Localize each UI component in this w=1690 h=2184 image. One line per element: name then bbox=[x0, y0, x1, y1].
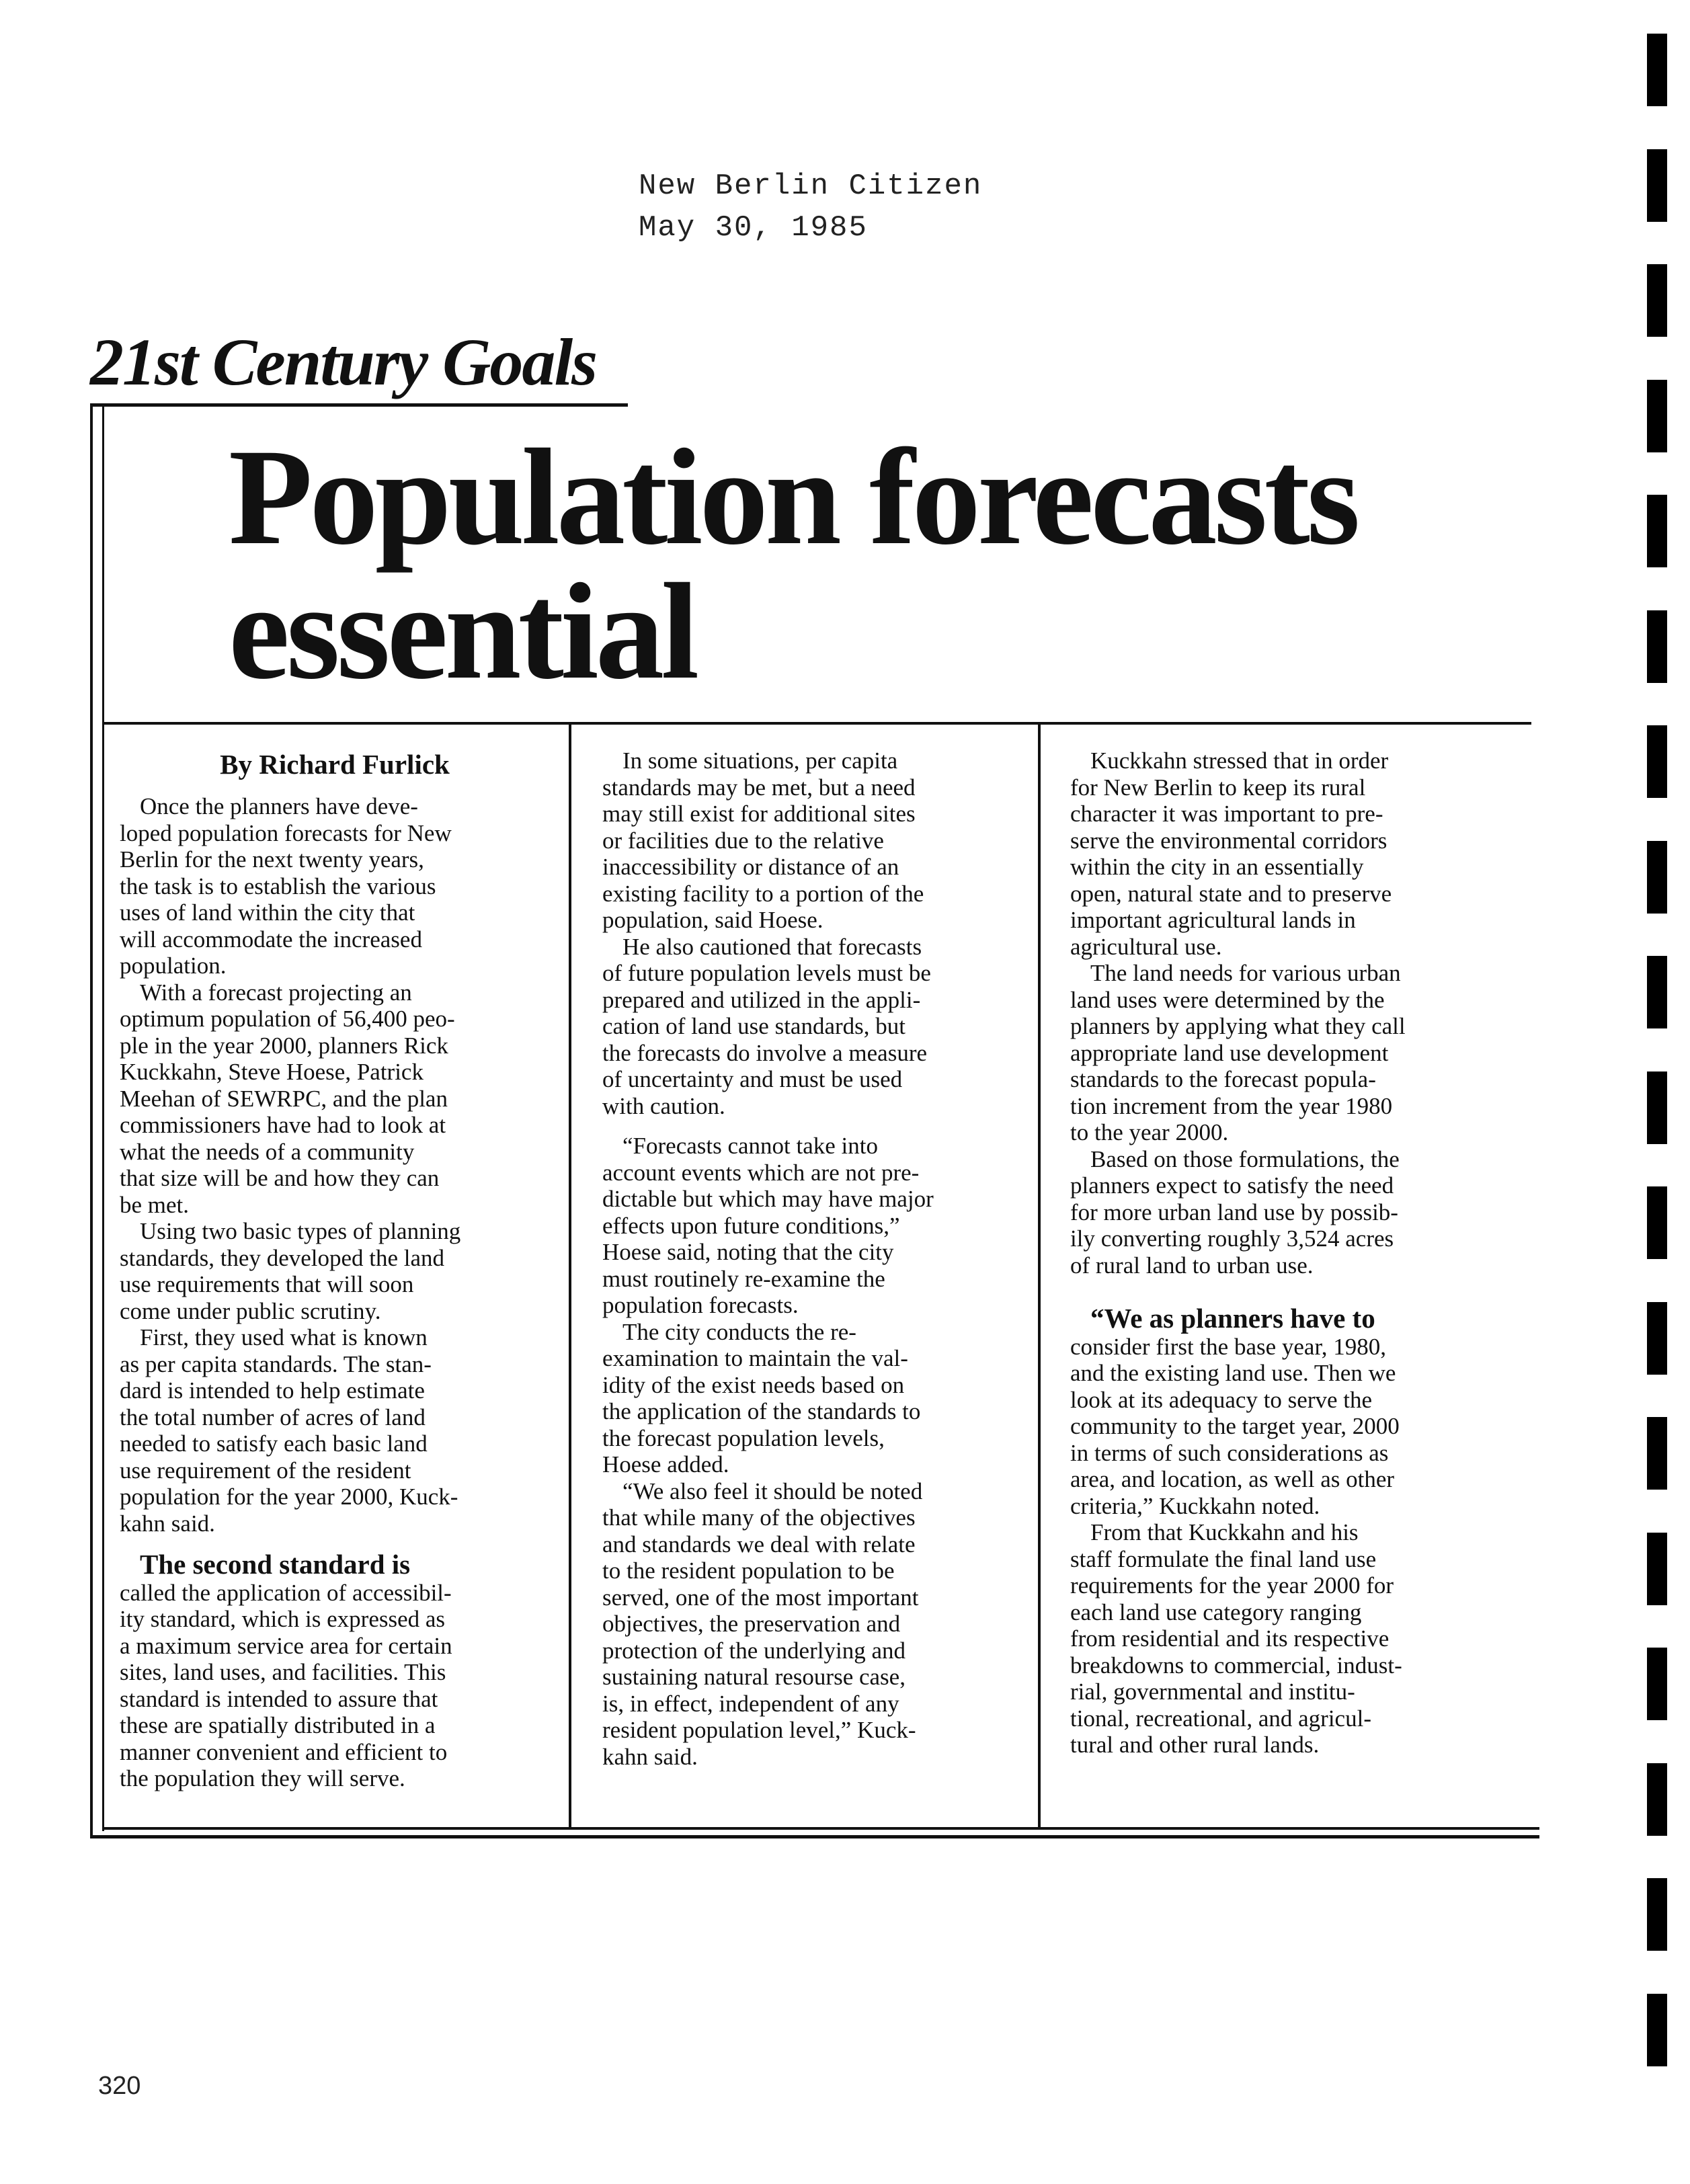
paragraph bbox=[1070, 1519, 1514, 1758]
text-line: population, said Hoese. bbox=[602, 907, 823, 933]
paragraph bbox=[602, 1478, 1019, 1771]
text-line: these are spatially distributed in a bbox=[120, 1712, 436, 1738]
binding-mark bbox=[1647, 1648, 1667, 1720]
text-line: kahn said. bbox=[602, 1743, 698, 1770]
text-line: of future population levels must be bbox=[602, 960, 931, 986]
paragraph bbox=[602, 934, 1019, 1120]
text-line: appropriate land use development bbox=[1070, 1039, 1389, 1066]
text-line: In some situations, per capita bbox=[622, 747, 898, 774]
text-line: within the city in an essentially bbox=[1070, 854, 1364, 880]
text-line: community to the target year, 2000 bbox=[1070, 1413, 1400, 1439]
headline bbox=[229, 421, 1357, 708]
text-line: important agricultural lands in bbox=[1070, 907, 1356, 933]
text-line: loped population forecasts for New bbox=[120, 819, 452, 846]
article-frame-left-outer bbox=[90, 406, 93, 1838]
byline: By Richard Furlick bbox=[220, 749, 450, 780]
text-line: that size will be and how they can bbox=[120, 1165, 440, 1191]
paragraph bbox=[120, 1218, 550, 1324]
closing-paragraph bbox=[1070, 1519, 1514, 1758]
text-line: Kuckkahn stressed that in order bbox=[1090, 747, 1389, 774]
text-line: needed to satisfy each basic land bbox=[120, 1430, 428, 1457]
text-line: and the existing land use. Then we bbox=[1070, 1360, 1396, 1386]
paragraph bbox=[120, 793, 550, 979]
text-line: standard is intended to assure that bbox=[120, 1685, 438, 1712]
binding-mark bbox=[1647, 1763, 1667, 1836]
text-line: Kuckkahn, Steve Hoese, Patrick bbox=[120, 1059, 424, 1085]
binding-mark bbox=[1647, 264, 1667, 337]
text-line: as per capita standards. The stan- bbox=[120, 1350, 432, 1377]
text-line: dard is intended to help estimate bbox=[120, 1377, 425, 1404]
text-line: prepared and utilized in the appli- bbox=[602, 986, 921, 1013]
text-line: served, one of the most important bbox=[602, 1584, 919, 1611]
binding-mark bbox=[1647, 1533, 1667, 1605]
text-line: protection of the underlying and bbox=[602, 1637, 906, 1664]
text-line: resident population level,” Kuck- bbox=[602, 1717, 916, 1743]
text-line: standards to the forecast popula- bbox=[1070, 1066, 1376, 1092]
text-line: The land needs for various urban bbox=[1090, 960, 1401, 986]
article-frame-left-inner bbox=[102, 406, 104, 1831]
text-line: of uncertainty and must be used bbox=[602, 1066, 903, 1092]
text-line: tural and other rural lands. bbox=[1070, 1732, 1320, 1758]
text-line: each land use category ranging bbox=[1070, 1599, 1362, 1625]
paragraph bbox=[1070, 1146, 1514, 1279]
text-line: Hoese added. bbox=[602, 1451, 729, 1478]
article-column-3 bbox=[1070, 747, 1514, 1758]
text-line: commissioners have had to look at bbox=[120, 1112, 446, 1138]
text-line: breakdowns to commercial, indust- bbox=[1070, 1652, 1402, 1679]
text-line: objectives, the preservation and bbox=[602, 1611, 901, 1637]
text-line: standards may be met, but a need bbox=[602, 774, 916, 801]
binding-mark bbox=[1647, 34, 1667, 106]
column-2-paragraphs bbox=[602, 747, 1019, 1770]
text-line: With a forecast projecting an bbox=[140, 979, 412, 1006]
text-line: to the year 2000. bbox=[1070, 1119, 1229, 1145]
binding-mark bbox=[1647, 380, 1667, 452]
pull-quote-lead-in: “We as planners have to bbox=[1090, 1303, 1375, 1334]
binding-mark bbox=[1647, 1878, 1667, 1951]
text-line: sustaining natural resourse case, bbox=[602, 1664, 906, 1690]
section-kicker: 21st Century Goals bbox=[90, 325, 597, 399]
binding-mark bbox=[1647, 149, 1667, 222]
binding-mark bbox=[1647, 1071, 1667, 1144]
text-line: population. bbox=[120, 953, 227, 979]
paragraph bbox=[1070, 960, 1514, 1146]
text-line: serve the environmental corridors bbox=[1070, 827, 1387, 854]
text-line: of rural land to urban use. bbox=[1070, 1252, 1314, 1279]
text-line: must routinely re-examine the bbox=[602, 1265, 885, 1292]
text-line: planners by applying what they call bbox=[1070, 1013, 1406, 1039]
publication-date: May 30, 1985 bbox=[639, 211, 868, 245]
text-line: kahn said. bbox=[120, 1510, 215, 1537]
text-line: standards, they developed the land bbox=[120, 1244, 445, 1271]
paragraph bbox=[120, 1324, 550, 1537]
paragraph bbox=[602, 1133, 1019, 1319]
text-line: a maximum service area for certain bbox=[120, 1632, 452, 1659]
column-rule-1 bbox=[569, 725, 571, 1830]
binding-mark bbox=[1647, 1302, 1667, 1375]
text-line: the forecasts do involve a measure bbox=[602, 1039, 928, 1066]
text-line: Based on those formulations, the bbox=[1090, 1145, 1400, 1172]
text-line: ily converting roughly 3,524 acres bbox=[1070, 1225, 1394, 1252]
text-line: tional, recreational, and agricul- bbox=[1070, 1705, 1371, 1732]
binding-mark bbox=[1647, 956, 1667, 1028]
text-line: “We also feel it should be noted bbox=[622, 1478, 923, 1504]
page-number: 320 bbox=[98, 2072, 141, 2100]
text-line: population forecasts. bbox=[602, 1292, 799, 1318]
text-line: population for the year 2000, Kuck- bbox=[120, 1484, 458, 1510]
text-line: Using two basic types of planning bbox=[140, 1218, 461, 1244]
text-line: consider first the base year, 1980, bbox=[1070, 1333, 1386, 1360]
pull-quote-paragraph bbox=[1070, 1305, 1514, 1519]
binding-mark bbox=[1647, 495, 1667, 567]
subhead-paragraph bbox=[120, 1551, 550, 1792]
publication-name: New Berlin Citizen bbox=[639, 169, 983, 203]
text-line: ple in the year 2000, planners Rick bbox=[120, 1032, 448, 1059]
text-line: that while many of the objectives bbox=[602, 1504, 916, 1531]
text-line: may still exist for additional sites bbox=[602, 801, 916, 827]
text-line: what the needs of a community bbox=[120, 1138, 415, 1165]
text-line: account events which are not pre- bbox=[602, 1159, 920, 1186]
column-3-paragraphs bbox=[1070, 747, 1514, 1279]
text-line: Hoese said, noting that the city bbox=[602, 1239, 894, 1265]
paragraph bbox=[1070, 747, 1514, 960]
text-line: cation of land use standards, but bbox=[602, 1013, 906, 1039]
text-line: manner convenient and efficient to bbox=[120, 1738, 448, 1765]
paragraph bbox=[602, 1319, 1019, 1478]
article-bottom-rule-outer bbox=[90, 1835, 1539, 1838]
text-line: From that Kuckkahn and his bbox=[1090, 1519, 1359, 1545]
binding-mark bbox=[1647, 1417, 1667, 1490]
headline-line-2: essential bbox=[229, 555, 696, 708]
text-line: character it was important to pre- bbox=[1070, 801, 1383, 827]
article-column-2 bbox=[602, 747, 1019, 1770]
text-line: agricultural use. bbox=[1070, 933, 1222, 960]
text-line: “Forecasts cannot take into bbox=[622, 1133, 879, 1159]
headline-bottom-rule bbox=[102, 722, 1531, 725]
text-line: rial, governmental and institu- bbox=[1070, 1679, 1355, 1705]
text-line: effects upon future conditions,” bbox=[602, 1212, 900, 1239]
binding-mark bbox=[1647, 725, 1667, 798]
text-line: from residential and its respective bbox=[1070, 1625, 1390, 1652]
text-line: optimum population of 56,400 peo- bbox=[120, 1006, 455, 1032]
text-line: requirements for the year 2000 for bbox=[1070, 1572, 1394, 1599]
binding-mark bbox=[1647, 1994, 1667, 2066]
text-line: land uses were determined by the bbox=[1070, 986, 1385, 1013]
article-column-1 bbox=[120, 747, 550, 1792]
text-line: Meehan of SEWRPC, and the plan bbox=[120, 1085, 448, 1112]
text-line: The city conducts the re- bbox=[622, 1318, 856, 1345]
text-line: is, in effect, independent of any bbox=[602, 1690, 899, 1717]
text-line: criteria,” Kuckkahn noted. bbox=[1070, 1492, 1320, 1519]
text-line: dictable but which may have major bbox=[602, 1186, 934, 1212]
text-line: existing facility to a portion of the bbox=[602, 880, 924, 907]
text-line: tion increment from the year 1980 bbox=[1070, 1092, 1393, 1119]
kicker-underline bbox=[90, 403, 628, 407]
text-line: or facilities due to the relative bbox=[602, 827, 884, 854]
text-line: with caution. bbox=[602, 1092, 725, 1119]
text-line: idity of the exist needs based on bbox=[602, 1371, 905, 1398]
text-line: Berlin for the next twenty years, bbox=[120, 846, 424, 873]
article-bottom-rule bbox=[102, 1827, 1539, 1830]
text-line: for more urban land use by possib- bbox=[1070, 1199, 1398, 1225]
text-line: ity standard, which is expressed as bbox=[120, 1606, 446, 1632]
text-line: the application of the standards to bbox=[602, 1398, 921, 1424]
source-note bbox=[639, 165, 982, 249]
text-line: uses of land within the city that bbox=[120, 899, 415, 926]
headline-line-1: Population forecasts bbox=[229, 421, 1357, 573]
text-line: will accommodate the increased bbox=[120, 926, 422, 953]
text-line: Once the planners have deve- bbox=[140, 793, 418, 819]
binding-mark bbox=[1647, 841, 1667, 914]
paragraph bbox=[602, 747, 1019, 934]
text-line: inaccessibility or distance of an bbox=[602, 854, 899, 880]
text-line: to the resident population to be bbox=[602, 1558, 895, 1584]
text-line: First, they used what is known bbox=[140, 1324, 428, 1350]
text-line: be met. bbox=[120, 1191, 190, 1218]
text-line: come under public scrutiny. bbox=[120, 1297, 381, 1324]
text-line: the total number of acres of land bbox=[120, 1404, 426, 1430]
text-line: for New Berlin to keep its rural bbox=[1070, 774, 1366, 801]
text-line: examination to maintain the val- bbox=[602, 1345, 908, 1371]
binding-mark bbox=[1647, 1186, 1667, 1259]
text-line: and standards we deal with relate bbox=[602, 1531, 916, 1558]
text-line: in terms of such considerations as bbox=[1070, 1439, 1389, 1466]
text-line: He also cautioned that forecasts bbox=[622, 933, 922, 960]
paragraph bbox=[120, 979, 550, 1219]
text-line: look at its adequacy to serve the bbox=[1070, 1386, 1373, 1413]
text-line: open, natural state and to preserve bbox=[1070, 880, 1392, 907]
subhead-lead-in: The second standard is bbox=[140, 1549, 411, 1580]
text-line: the forecast population levels, bbox=[602, 1424, 885, 1451]
text-line: use requirement of the resident bbox=[120, 1457, 411, 1484]
text-line: the population they will serve. bbox=[120, 1765, 405, 1791]
binding-mark bbox=[1647, 610, 1667, 683]
text-line: staff formulate the final land use bbox=[1070, 1545, 1377, 1572]
text-line: called the application of accessibil- bbox=[120, 1579, 452, 1606]
text-line: use requirements that will soon bbox=[120, 1271, 414, 1297]
column-1-paragraphs bbox=[120, 793, 550, 1537]
text-line: area, and location, as well as other bbox=[1070, 1466, 1395, 1492]
column-rule-2 bbox=[1038, 725, 1041, 1830]
text-line: the task is to establish the various bbox=[120, 873, 436, 899]
text-line: sites, land uses, and facilities. This bbox=[120, 1659, 446, 1685]
text-line: planners expect to satisfy the need bbox=[1070, 1172, 1394, 1199]
